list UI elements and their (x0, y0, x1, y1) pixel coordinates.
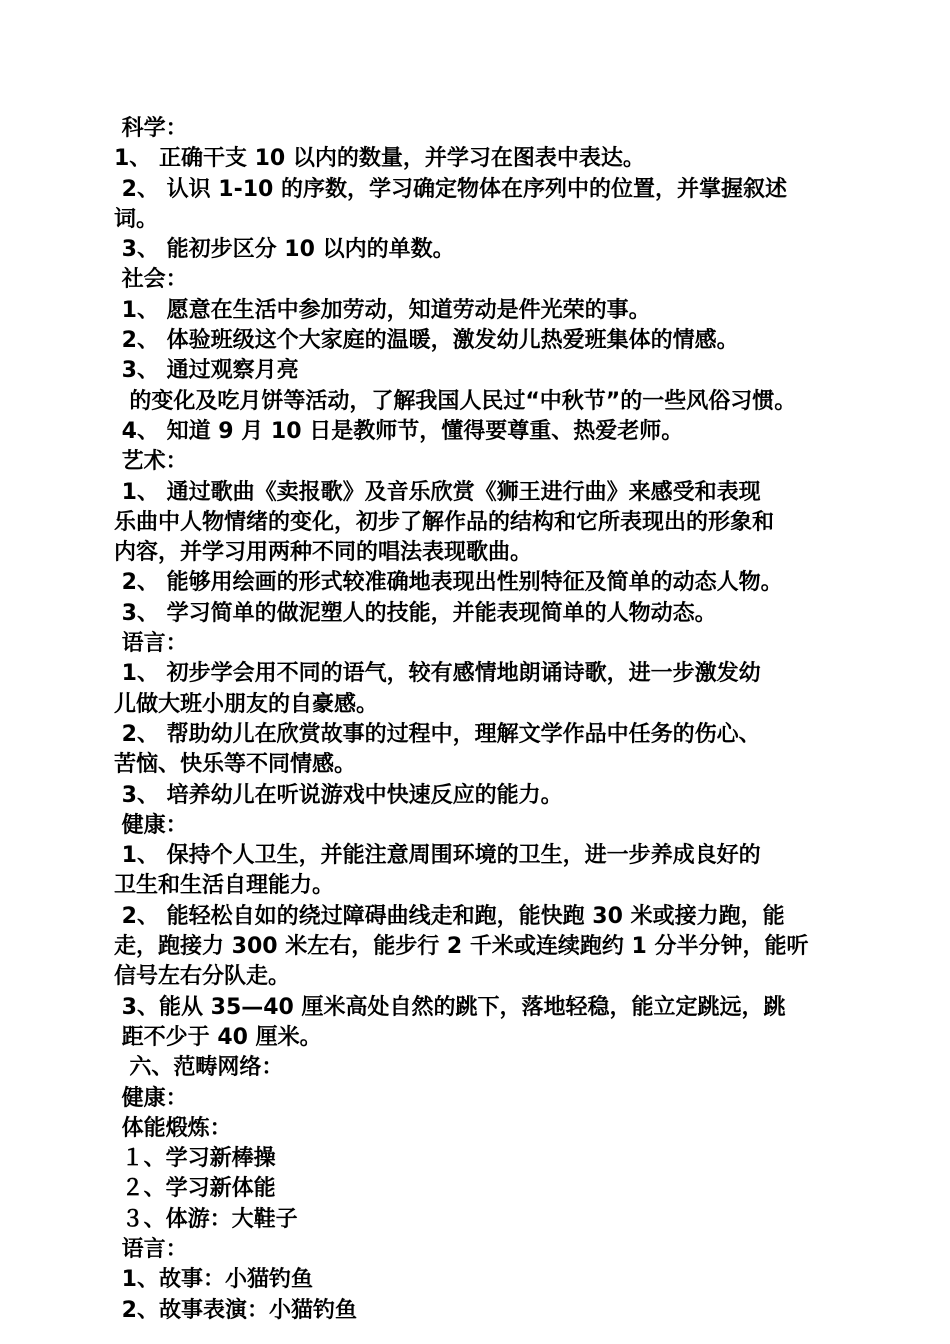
text-line: １、学习新棒操 (114, 1146, 276, 1172)
text-line: 的变化及吃月饼等活动，了解我国人民过“中秋节”的一些风俗习惯。 (114, 388, 797, 414)
text-line: 3、 培养幼儿在听说游戏中快速反应的能力。 (114, 782, 563, 808)
text-line: ２、学习新体能 (114, 1176, 276, 1202)
text-line: 1、 正确干支 10 以内的数量，并学习在图表中表达。 (114, 146, 645, 172)
text-line: ３、体游：大鞋子 (114, 1206, 298, 1232)
text-line: 词。 (114, 206, 159, 232)
text-line: 距不少于 40 厘米。 (114, 1024, 322, 1050)
text-line: 六、范畴网络： (114, 1055, 284, 1081)
text-line: 2、 能够用绘画的形式较准确地表现出性别特征及简单的动态人物。 (114, 570, 783, 596)
text-line: 1、 初步学会用不同的语气，较有感情地朗诵诗歌，进一步激发幼 (114, 661, 761, 687)
text-line: 1、故事：小猫钓鱼 (114, 1267, 313, 1293)
text-line: 3、 能初步区分 10 以内的单数。 (114, 237, 455, 263)
text-line: 卫生和生活自理能力。 (114, 873, 335, 899)
text-line: 乐曲中人物情绪的变化，初步了解作品的结构和它所表现出的形象和 (114, 509, 775, 535)
text-line: 3、能从 35—40 厘米高处自然的跳下，落地轻稳，能立定跳远，跳 (114, 994, 786, 1020)
text-line: 2、 帮助幼儿在欣赏故事的过程中，理解文学作品中任务的伤心、 (114, 721, 761, 747)
text-line: 艺术： (114, 449, 188, 475)
text-line: 3、 通过观察月亮 (114, 358, 299, 384)
text-line: 4、 知道 9 月 10 日是教师节，懂得要尊重、热爱老师。 (114, 418, 684, 444)
text-line: 苦恼、快乐等不同情感。 (114, 752, 357, 778)
text-line: 内容，并学习用两种不同的唱法表现歌曲。 (114, 540, 533, 566)
text-line: 2、 能轻松自如的绕过障碍曲线走和跑，能快跑 30 米或接力跑，能 (114, 903, 785, 929)
text-line: 健康： (114, 812, 188, 838)
text-line: 社会： (114, 267, 188, 293)
text-line: 1、 通过歌曲《卖报歌》及音乐欣赏《狮王进行曲》来感受和表现 (114, 479, 761, 505)
text-line: 2、故事表演：小猫钓鱼 (114, 1297, 357, 1323)
text-line: 语言： (114, 631, 188, 657)
text-line: 1、 愿意在生活中参加劳动，知道劳动是件光荣的事。 (114, 297, 651, 323)
text-line: 儿做大班小朋友的自豪感。 (114, 691, 379, 717)
text-line: 语言： (114, 1236, 188, 1262)
document-body (114, 114, 844, 1326)
text-line: 1、 保持个人卫生，并能注意周围环境的卫生，进一步养成良好的 (114, 843, 761, 869)
text-line: 健康： (114, 1085, 188, 1111)
text-line: 3、 学习简单的做泥塑人的技能，并能表现简单的人物动态。 (114, 600, 717, 626)
text-line: 走，跑接力 300 米左右，能步行 2 千米或连续跑约 1 分半分钟，能听 (114, 934, 809, 960)
text-line: 体能煅炼： (114, 1115, 232, 1141)
text-line: 2、 体验班级这个大家庭的温暖，激发幼儿热爱班集体的情感。 (114, 328, 739, 354)
text-line: 科学： (114, 116, 188, 141)
text-line: 2、 认识 1-10 的序数，学习确定物体在序列中的位置，并掌握叙述 (114, 176, 788, 202)
text-line: 信号左右分队走。 (114, 964, 291, 990)
